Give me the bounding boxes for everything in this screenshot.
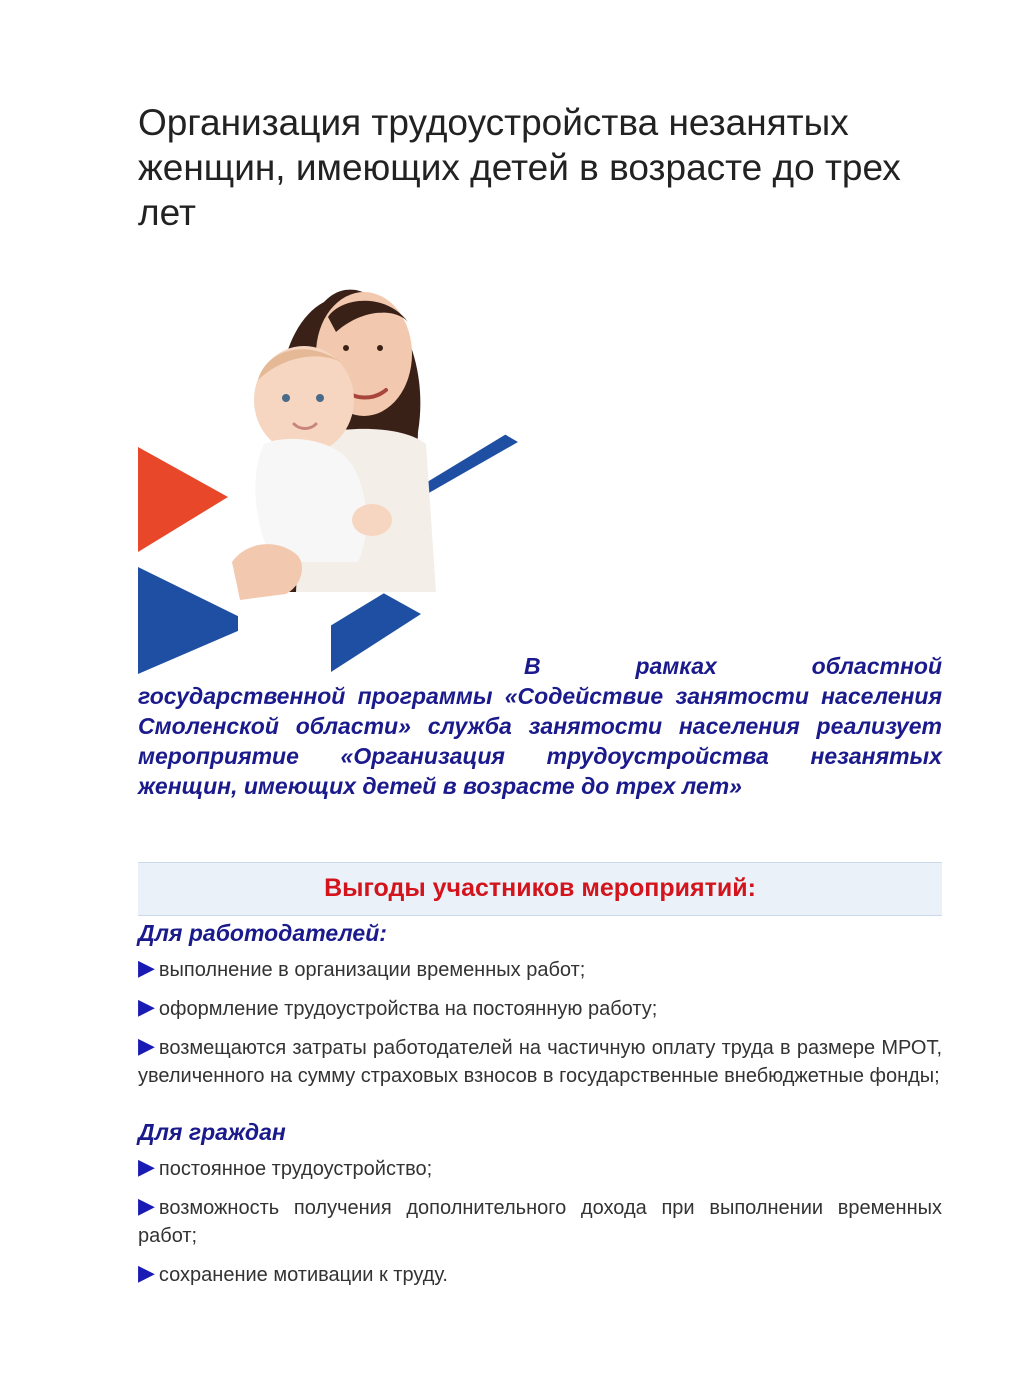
citizens-list [138,1155,942,1300]
list-item: ▶ оформление трудоустройства на постоянную работу; [138,994,658,1020]
list-item: ▶ сохранение мотивации к труду. [138,1260,448,1286]
blue-triangle-arrow-icon: ▶ [138,1193,155,1218]
benefits-banner [138,862,942,916]
blue-triangle-arrow-icon: ▶ [138,1260,155,1285]
blue-triangle-arrow-icon: ▶ [138,1033,155,1058]
list-item: ▶ возмещаются затраты работодателей на частичную оплату труда в размере МРОТ, увеличенного на сумму страховых взносов в государственные внебюджетные фонды; [138,1033,942,1087]
orange-triangle [138,447,228,552]
employers-list [138,956,942,1101]
citizens-heading: Для граждан [138,1119,286,1145]
employers-heading: Для работодателей: [138,920,387,946]
blue-triangle-arrow-icon: ▶ [138,1154,155,1179]
list-item: ▶ выполнение в организации временных работ; [138,955,586,981]
list-item: ▶ постоянное трудоустройство; [138,1154,433,1180]
blue-triangle-arrow-icon: ▶ [138,994,155,1019]
blue-triangle-arrow-icon: ▶ [138,955,155,980]
list-item: ▶ возможность получения дополнительного дохода при выполнении временных работ; [138,1193,942,1247]
page-title: Организация трудоустройства незанятых женщин, имеющих детей в возрасте до трех лет [138,102,901,233]
mother-and-baby-illustration [136,262,526,682]
intro-paragraph: В рамках областной государственной программы «Содействие занятости населения Смоленской области» служба занятости населения реализует мероприятие «Организация трудоустройства незанятых женщин, имеющих детей в возрасте до трех лет» [138,653,942,799]
benefits-heading: Выгоды участников мероприятий: [324,874,756,902]
